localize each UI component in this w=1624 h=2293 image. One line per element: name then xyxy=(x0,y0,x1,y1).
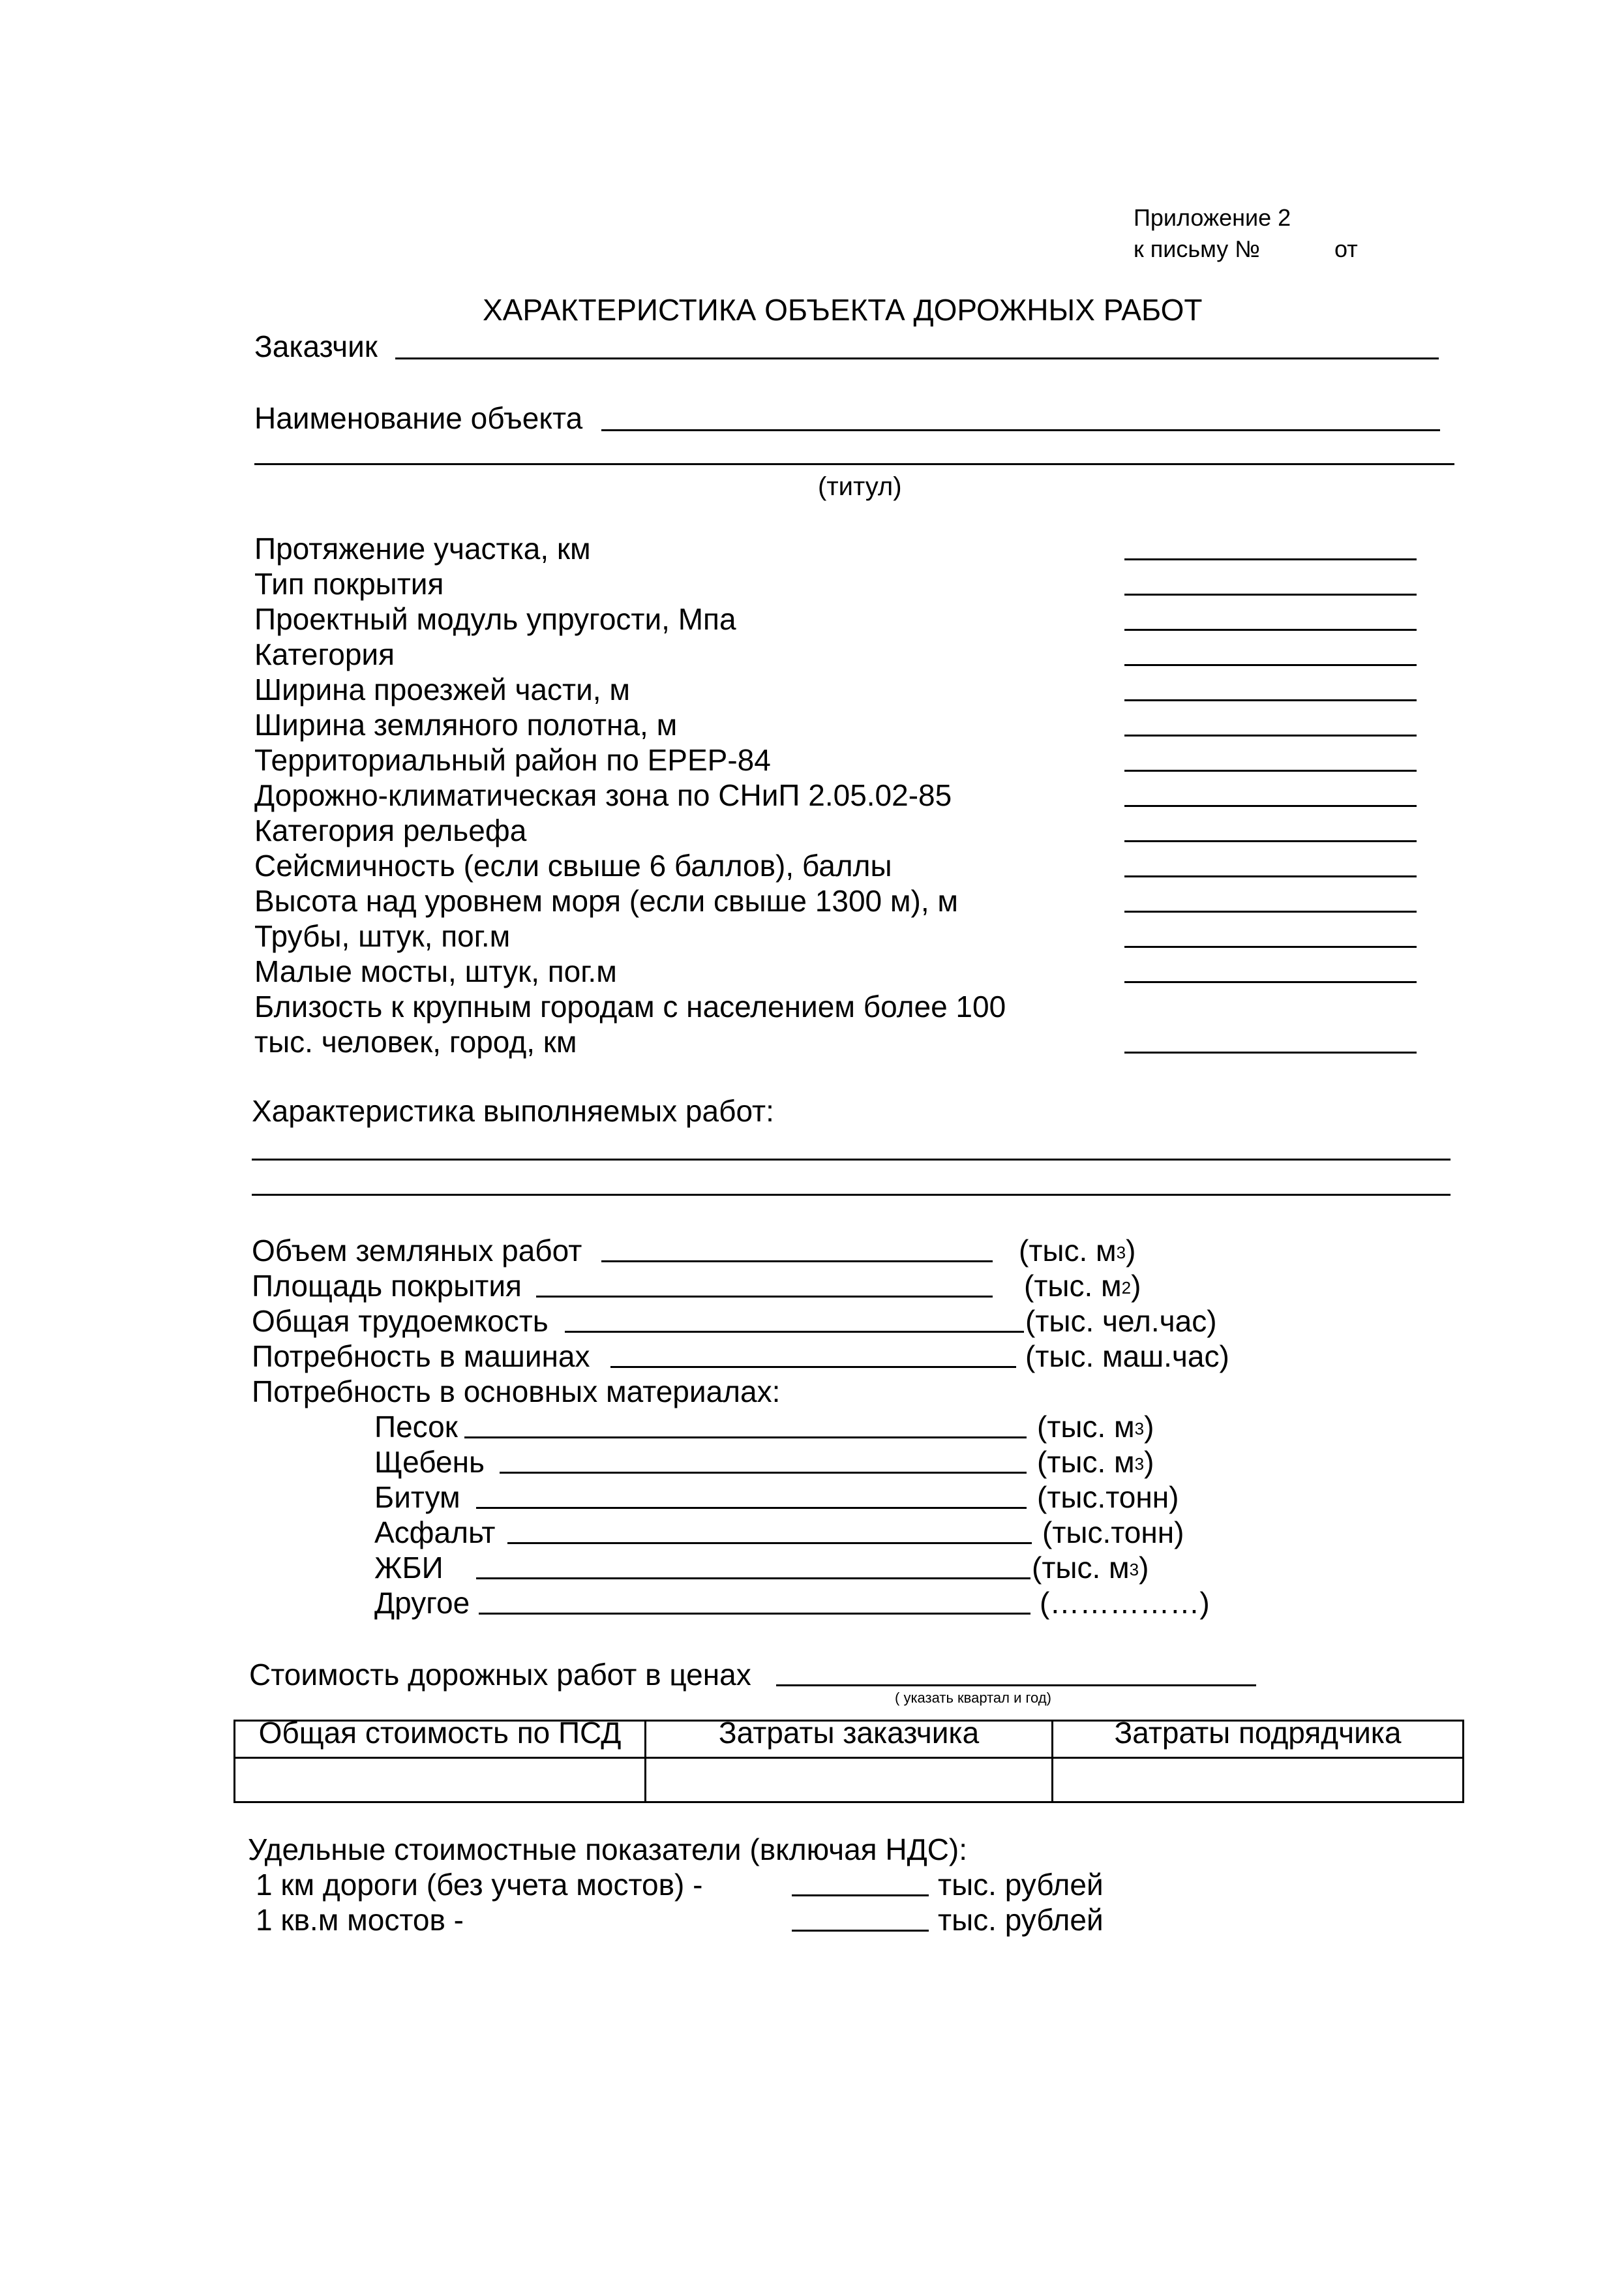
material-field[interactable] xyxy=(500,1472,1027,1474)
material-label: Другое xyxy=(374,1586,470,1620)
volume-unit: (тыс. $м^2$) xyxy=(1024,1269,1141,1303)
unit-cost-field[interactable] xyxy=(792,1894,929,1896)
materials-label: Потребность в основных материалах: xyxy=(252,1374,781,1408)
material-unit: (тыс.тонн) xyxy=(1042,1515,1184,1549)
unit-cost-label: 1 кв.м мостов - xyxy=(256,1903,464,1937)
volume-field[interactable] xyxy=(610,1366,1016,1368)
material-field[interactable] xyxy=(476,1577,1030,1579)
param-label: Дорожно-климатическая зона по СНиП 2.05.02-85 xyxy=(254,778,952,812)
param-label: Проектный модуль упругости, Мпа xyxy=(254,602,736,636)
material-unit: (тыс. $м^3$) xyxy=(1037,1410,1154,1444)
cost-table-row xyxy=(235,1758,1464,1802)
param-label-continuation: тыс. человек, город, км xyxy=(254,1025,577,1059)
param-label: Тип покрытия xyxy=(254,567,444,601)
material-unit: (……………) xyxy=(1040,1586,1210,1620)
param-label: Ширина земляного полотна, м xyxy=(254,708,678,742)
volume-field[interactable] xyxy=(565,1331,1024,1333)
material-field[interactable] xyxy=(464,1436,1027,1438)
param-field[interactable] xyxy=(1124,699,1417,701)
param-label: Трубы, штук, пог.м xyxy=(254,919,511,953)
volume-label: Объем земляных работ xyxy=(252,1234,582,1268)
material-unit: (тыс.тонн) xyxy=(1037,1480,1179,1514)
contractor-cost-input[interactable] xyxy=(1053,1767,1465,1801)
cost-table-header: Общая стоимость по ПСД xyxy=(235,1721,646,1758)
unit-cost-label: 1 км дороги (без учета мостов) - xyxy=(256,1868,703,1902)
cost-hint: ( указать квартал и год) xyxy=(895,1690,1051,1706)
cost-price-level-field[interactable] xyxy=(776,1684,1256,1686)
param-label: Малые мосты, штук, пог.м xyxy=(254,954,617,988)
param-field[interactable] xyxy=(1124,981,1417,983)
param-field[interactable] xyxy=(1124,594,1417,596)
volume-unit: (тыс. чел.час) xyxy=(1025,1304,1217,1338)
param-label: Близость к крупным городам с населением более 100 xyxy=(254,990,1006,1024)
param-label: Ширина проезжей части, м xyxy=(254,673,630,706)
cost-table-header-row xyxy=(235,1721,1464,1758)
param-field[interactable] xyxy=(1124,875,1417,877)
param-label: Территориальный район по ЕРЕР-84 xyxy=(254,743,771,777)
material-field[interactable] xyxy=(476,1507,1027,1509)
document-title: ХАРАКТЕРИСТИКА ОБЪЕКТА ДОРОЖНЫХ РАБОТ xyxy=(483,293,1203,327)
cost-table-cell[interactable] xyxy=(235,1758,646,1802)
cost-label: Стоимость дорожных работ в ценах xyxy=(249,1658,751,1692)
customer-label: Заказчик xyxy=(254,329,378,363)
material-label: Асфальт xyxy=(374,1515,496,1549)
param-label: Категория xyxy=(254,637,395,671)
volume-label: Площадь покрытия xyxy=(252,1269,522,1303)
material-label: Песок xyxy=(374,1410,458,1444)
param-field[interactable] xyxy=(1124,911,1417,913)
unit-costs-label: Удельные стоимостные показатели (включая НДС): xyxy=(248,1832,968,1866)
param-field[interactable] xyxy=(1124,770,1417,772)
material-label: Битум xyxy=(374,1480,460,1514)
unit-cost-unit: тыс. рублей xyxy=(938,1868,1104,1902)
volume-label: Общая трудоемкость xyxy=(252,1304,549,1338)
appendix-label: Приложение 2 xyxy=(1134,204,1291,231)
cost-table xyxy=(233,1716,1464,1803)
volume-field[interactable] xyxy=(601,1260,993,1262)
title-caption: (титул) xyxy=(818,472,902,501)
unit-cost-unit: тыс. рублей xyxy=(938,1903,1104,1937)
letter-ref-label: к письму № xyxy=(1134,235,1260,262)
object-title-field[interactable] xyxy=(254,463,1454,465)
customer-field[interactable] xyxy=(395,357,1439,359)
volume-field[interactable] xyxy=(536,1296,993,1298)
material-label: ЖБИ xyxy=(374,1551,444,1585)
param-field[interactable] xyxy=(1124,1052,1417,1054)
material-unit: (тыс. $м^3$) xyxy=(1037,1445,1154,1479)
works-field[interactable] xyxy=(252,1194,1451,1196)
customer-cost-input[interactable] xyxy=(646,1767,1054,1801)
cost-table-header: Затраты заказчика xyxy=(646,1721,1053,1758)
material-unit: (тыс. $м^3$) xyxy=(1032,1551,1149,1585)
param-field[interactable] xyxy=(1124,946,1417,948)
param-field[interactable] xyxy=(1124,629,1417,631)
cost-table-header: Затраты подрядчика xyxy=(1053,1721,1464,1758)
cost-table-cell[interactable] xyxy=(646,1758,1053,1802)
object-name-label: Наименование объекта xyxy=(254,401,583,435)
param-field[interactable] xyxy=(1124,735,1417,736)
works-label: Характеристика выполняемых работ: xyxy=(252,1094,774,1128)
volume-label: Потребность в машинах xyxy=(252,1339,590,1373)
param-label: Сейсмичность (если свыше 6 баллов), баллы xyxy=(254,849,892,883)
total-cost-input[interactable] xyxy=(235,1767,647,1801)
param-field[interactable] xyxy=(1124,664,1417,666)
material-label: Щебень xyxy=(374,1445,485,1479)
volume-unit: (тыс. маш.час) xyxy=(1025,1339,1229,1373)
volume-unit: (тыс. $м^3$) xyxy=(1019,1234,1136,1268)
param-label: Высота над уровнем моря (если свыше 1300 м), м xyxy=(254,884,959,918)
param-label: Протяжение участка, км xyxy=(254,532,591,566)
param-field[interactable] xyxy=(1124,558,1417,560)
param-label: Категория рельефа xyxy=(254,813,527,847)
object-name-field[interactable] xyxy=(601,429,1440,431)
material-field[interactable] xyxy=(507,1542,1032,1544)
unit-cost-field[interactable] xyxy=(792,1930,929,1932)
param-field[interactable] xyxy=(1124,805,1417,807)
works-field[interactable] xyxy=(252,1159,1451,1161)
param-field[interactable] xyxy=(1124,840,1417,842)
cost-table-cell[interactable] xyxy=(1053,1758,1464,1802)
date-ref-label: от xyxy=(1334,235,1358,262)
material-field[interactable] xyxy=(479,1613,1030,1615)
